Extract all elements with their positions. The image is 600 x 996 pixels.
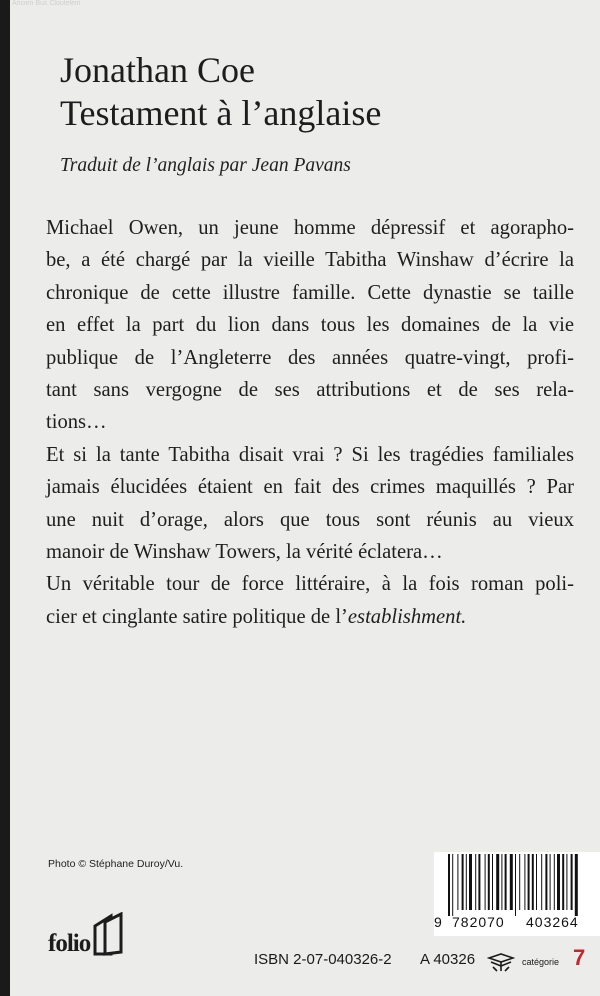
blurb-line: be, a été chargé par la vieille Tabitha Winshaw d’écrire la xyxy=(46,249,574,272)
blurb-line: Un véritable tour de force littéraire, à la fois roman poli- xyxy=(46,573,574,596)
categorie-number: 7 xyxy=(573,945,586,970)
blurb-final-italic: establishment. xyxy=(347,605,467,628)
blurb-line: tions… xyxy=(46,411,107,434)
blurb-line: manoir de Winshaw Towers, la vérité éclatera… xyxy=(46,541,443,564)
publisher-name: folio xyxy=(48,930,91,957)
blurb-line: chronique de cette illustre famille. Cette dynastie se taille xyxy=(46,281,574,304)
blurb-line: en effet la part du lion dans tous les domaines de la vie xyxy=(46,314,574,337)
barcode-left-group: 782070 xyxy=(452,914,505,930)
product-code: A 40326 xyxy=(420,951,476,968)
book-price-icon xyxy=(487,950,515,972)
folio-square-logo-icon xyxy=(93,912,123,956)
photo-credit: Photo © Stéphane Duroy/Vu. xyxy=(48,858,184,870)
blurb-final-prefix: cier et cinglante satire politique de l’ xyxy=(46,605,348,628)
translator-credit: Traduit de l’anglais par Jean Pavans xyxy=(60,155,351,176)
barcode-lead-digit: 9 xyxy=(434,914,443,930)
blurb-line: jamais élucidées étaient en fait des crimes maquillés ? Par xyxy=(46,476,574,499)
blurb-line: Michael Owen, un jeune homme dépressif et agorapho- xyxy=(46,217,574,239)
barcode-right-group: 403264 xyxy=(526,914,579,930)
categorie-label: catégorie xyxy=(522,957,560,967)
back-cover xyxy=(10,0,600,996)
blurb-line: Et si la tante Tabitha disait vrai ? Si les tragédies familiales xyxy=(46,443,574,466)
barcode-bars-icon xyxy=(440,854,600,916)
barcode xyxy=(434,852,600,936)
blurb-line: tant sans vergogne de ses attributions et de ses rela- xyxy=(46,379,574,402)
isbn: ISBN 2-07-040326-2 xyxy=(254,951,392,968)
publisher-logo xyxy=(48,912,123,956)
book-title: Testament à l’anglaise xyxy=(60,93,382,133)
author-name: Jonathan Coe xyxy=(60,50,255,90)
blurb-line-final xyxy=(46,601,574,633)
blurb-line: une nuit d’orage, alors que tous sont réunis au vieux xyxy=(46,508,574,531)
blurb xyxy=(46,212,574,633)
corner-stamp-text: Ancien Bus Cloutelein xyxy=(12,0,81,7)
blurb-line: publique de l’Angleterre des années quatre-vingt, profi- xyxy=(46,346,574,369)
